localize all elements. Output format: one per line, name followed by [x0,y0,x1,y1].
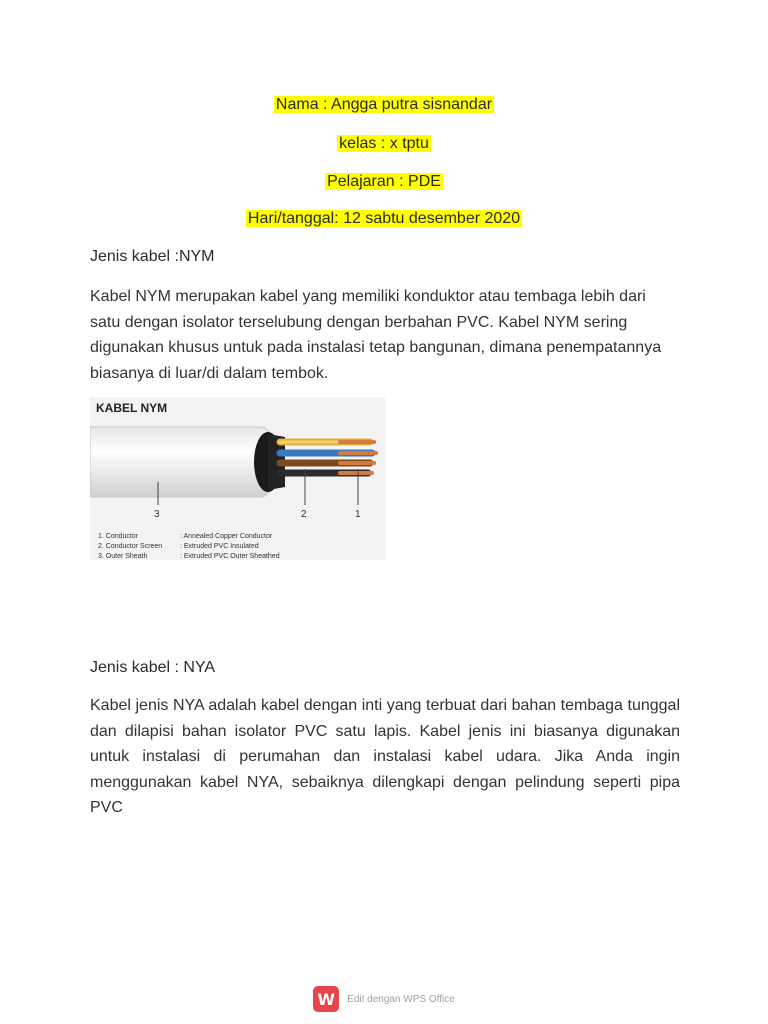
paragraph-nya: Kabel jenis NYA adalah kabel dengan inti yang terbuat dari bahan tembaga tunggal dan dilapisi bahan isolator PVC satu lapis. Kabel jenis ini biasanya digunakan untuk instalasi di perumahan dan instalasi kabel udara. Jika Anda ingin menggunakan kabel NYA, sebaiknya dilengkapi dengan pelindung seperti pipa PVC [90,697,680,816]
student-class [0,133,768,155]
date [0,208,768,230]
student-class-text: kelas : x tptu [339,135,429,152]
legend-label-2: 2. Conductor Screen [98,543,163,550]
student-name-text: Nama : Angga putra sisnandar [275,96,493,113]
section-title-nya: Jenis kabel : NYA [90,659,216,676]
nym-cable-image [90,397,385,560]
subject [0,171,768,193]
section-title-nym: Jenis kabel :NYM [90,248,215,265]
legend-value-2: : Extruded PVC Insulated [180,543,259,550]
paragraph-nym: Kabel NYM merupakan kabel yang memiliki konduktor atau tembaga lebih dari satu dengan isolator terselubung dengan berbahan PVC. Kabel NYM sering digunakan khusus untuk pada instalasi tetap bangunan, dimana penempatannya biasanya di luar/di dalam tembok. [90,288,662,382]
wps-footer[interactable] [0,985,768,1013]
wps-logo-icon[interactable]: W [313,986,339,1012]
figure-title: KABEL NYM [96,401,168,415]
legend-label-3: 3. Outer Sheath [98,553,148,560]
callout-2: 2 [301,509,307,520]
legend-label-1: 1. Conductor [98,533,139,540]
date-text: Hari/tanggal: 12 sabtu desember 2020 [247,210,521,227]
wps-footer-text[interactable]: Edit dengan WPS Office [347,993,455,1005]
nym-cable-illustration [90,397,385,560]
callout-3: 3 [154,509,160,520]
legend-value-1: : Annealed Copper Conductor [180,533,273,540]
legend-value-3: : Extruded PVC Outer Sheathed [180,553,280,560]
subject-text: Pelajaran : PDE [327,173,441,190]
student-name [0,94,768,116]
callout-1: 1 [355,509,361,520]
